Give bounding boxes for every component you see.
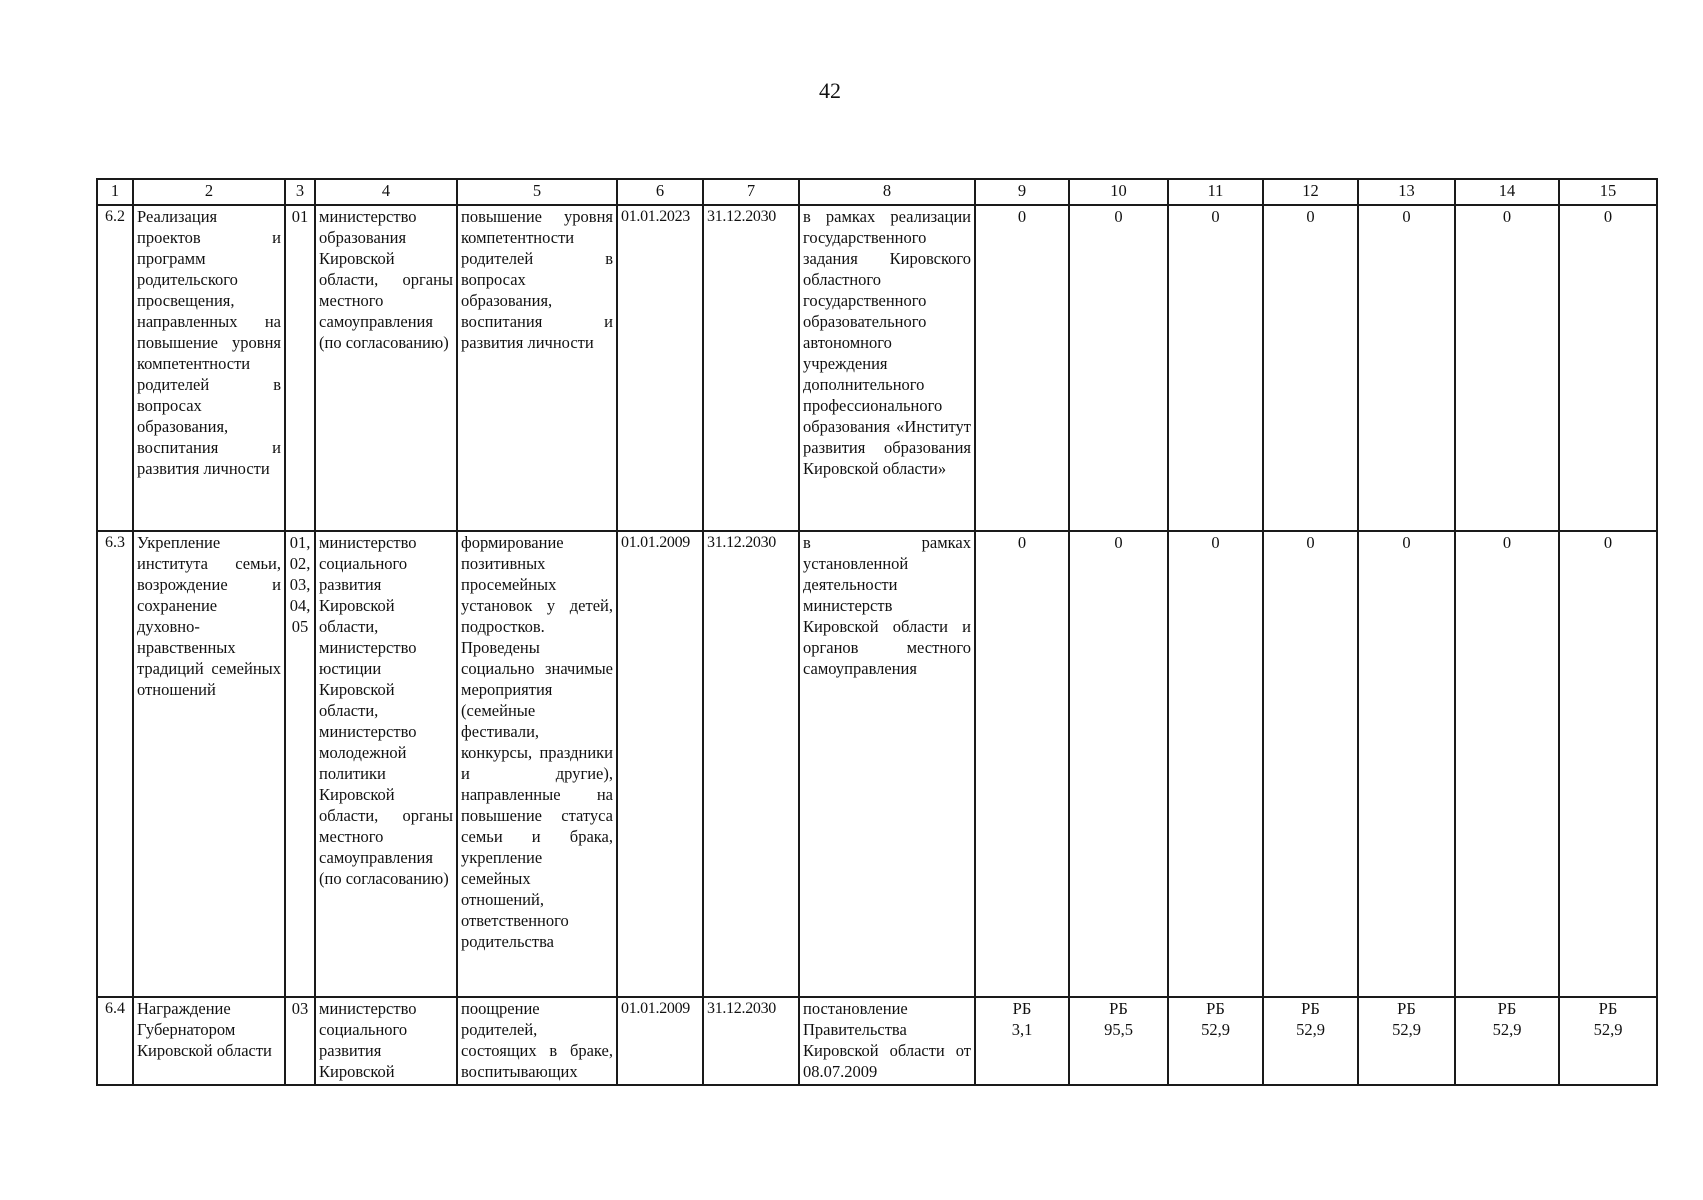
expected-result: повышение уровня компетентности родителей в вопросах образования, воспитания и развития личности [457, 205, 617, 531]
row-number: 6.3 [97, 531, 133, 997]
value-cell: РБ 95,5 [1069, 997, 1168, 1085]
code: 01 [285, 205, 315, 531]
basis: в рамках установленной деятельности министерств Кировской области и органов местного самоуправления [799, 531, 975, 997]
table-row [97, 997, 1657, 1085]
header-row [97, 179, 1657, 205]
value-cell: 0 [1358, 531, 1455, 997]
end-date: 31.12.2030 [703, 997, 799, 1085]
value-cell: 0 [1358, 205, 1455, 531]
column-header: 5 [457, 179, 617, 205]
activities-table [96, 178, 1658, 1086]
column-header: 6 [617, 179, 703, 205]
row-number: 6.2 [97, 205, 133, 531]
expected-result: формирование позитивных просемейных установок у детей, подростков. Проведены социально значимые мероприятия (семейные фестивали, конкурсы, праздники и другие), направленные на повышение статуса семьи и брака, укрепление семейных отношений, ответственного родительства [457, 531, 617, 997]
value-cell: РБ 52,9 [1559, 997, 1657, 1085]
value-cell: 0 [1455, 531, 1559, 997]
code: 01, 02, 03, 04, 05 [285, 531, 315, 997]
start-date: 01.01.2023 [617, 205, 703, 531]
activity-name: Укрепление института семьи, возрождение и сохранение духовно-нравственных традиций семейных отношений [133, 531, 285, 997]
column-header: 10 [1069, 179, 1168, 205]
code: 03 [285, 997, 315, 1085]
value-cell: 0 [975, 205, 1069, 531]
column-header: 4 [315, 179, 457, 205]
column-header: 13 [1358, 179, 1455, 205]
column-header: 3 [285, 179, 315, 205]
basis: постановление Правительства Кировской области от 08.07.2009 [799, 997, 975, 1085]
value-cell: РБ 52,9 [1358, 997, 1455, 1085]
value-cell: 0 [1559, 205, 1657, 531]
column-header: 2 [133, 179, 285, 205]
column-header: 11 [1168, 179, 1263, 205]
value-cell: 0 [975, 531, 1069, 997]
start-date: 01.01.2009 [617, 997, 703, 1085]
executor: министерство социального развития Кировской области, министерство юстиции Кировской области, министерство молодежной политики Кировской области, органы местного самоуправления (по согласованию) [315, 531, 457, 997]
value-cell: РБ 52,9 [1263, 997, 1358, 1085]
column-header: 8 [799, 179, 975, 205]
value-cell: 0 [1559, 531, 1657, 997]
column-header: 14 [1455, 179, 1559, 205]
start-date: 01.01.2009 [617, 531, 703, 997]
column-header: 1 [97, 179, 133, 205]
value-cell: РБ 52,9 [1455, 997, 1559, 1085]
value-cell: РБ 3,1 [975, 997, 1069, 1085]
executor: министерство социального развития Кировской [315, 997, 457, 1085]
table-row [97, 205, 1657, 531]
value-cell: 0 [1263, 205, 1358, 531]
table-row [97, 531, 1657, 997]
end-date: 31.12.2030 [703, 531, 799, 997]
value-cell: 0 [1168, 531, 1263, 997]
value-cell: 0 [1069, 531, 1168, 997]
value-cell: 0 [1455, 205, 1559, 531]
end-date: 31.12.2030 [703, 205, 799, 531]
column-header: 9 [975, 179, 1069, 205]
column-header: 7 [703, 179, 799, 205]
value-cell: 0 [1263, 531, 1358, 997]
activity-name: Реализация проектов и программ родительского просвещения, направленных на повышение уровня компетентности родителей в вопросах образования, воспитания и развития личности [133, 205, 285, 531]
expected-result: поощрение родителей, состоящих в браке, воспитывающих [457, 997, 617, 1085]
executor: министерство образования Кировской области, органы местного самоуправления (по согласованию) [315, 205, 457, 531]
row-number: 6.4 [97, 997, 133, 1085]
column-header: 12 [1263, 179, 1358, 205]
value-cell: 0 [1168, 205, 1263, 531]
column-header: 15 [1559, 179, 1657, 205]
value-cell: РБ 52,9 [1168, 997, 1263, 1085]
value-cell: 0 [1069, 205, 1168, 531]
activity-name: Награждение Губернатором Кировской области [133, 997, 285, 1085]
page-number: 42 [819, 78, 841, 103]
basis: в рамках реализации государственного задания Кировского областного государственного образовательного автономного учреждения дополнительного профессионального образования «Институт развития образования Кировской области» [799, 205, 975, 531]
